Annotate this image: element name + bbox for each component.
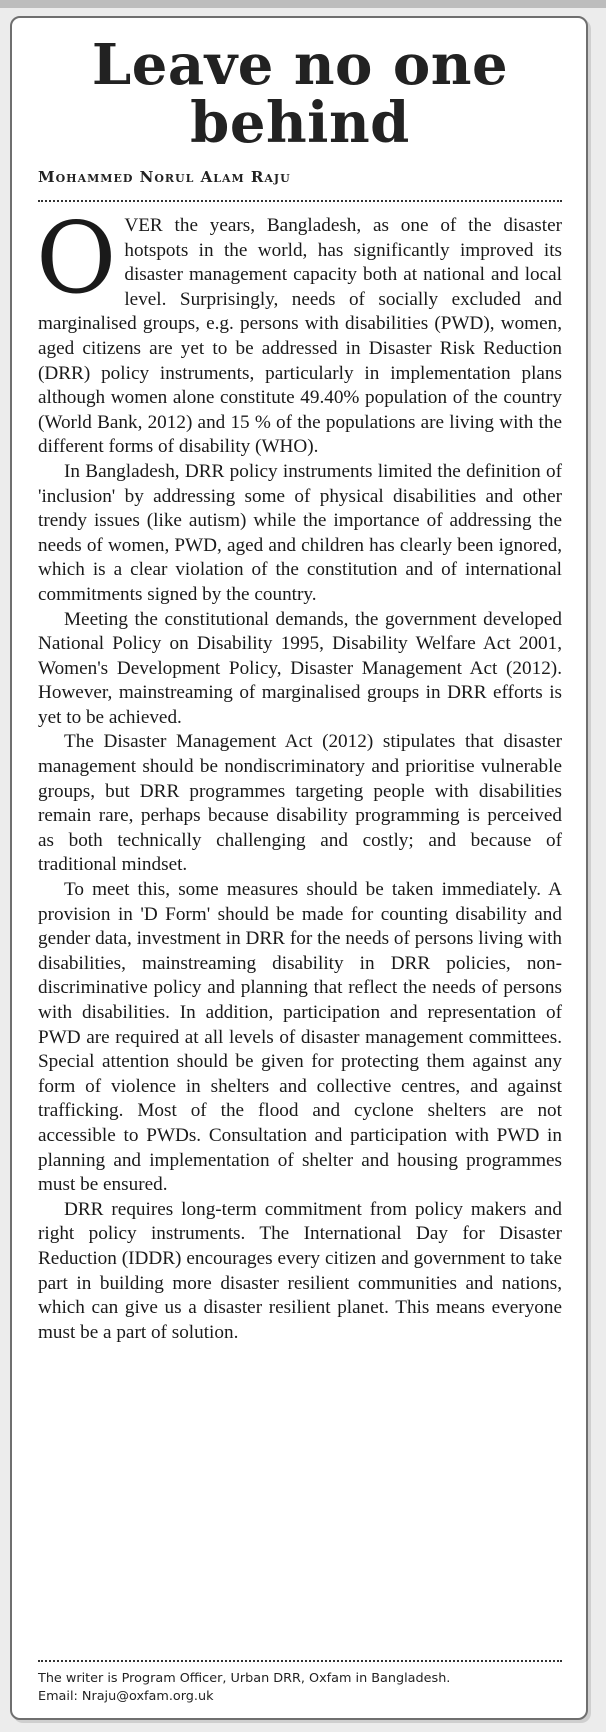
drop-cap: O — [36, 202, 117, 316]
paragraph-1-text: VER the years, Bangladesh, as one of the disaster hotspots in the world, has significantly improved its disaster management capacity both at national and local level. Surprisingly, needs of socially excluded and marginalised groups, e.g. persons with disabilities (PWD), women, aged citizens are yet to be addressed in Disaster Risk Reduction (DRR) policy instruments, particularly in implementation plans although women alone constitute 49.40% population of the country (World Bank, 2012) and 15 % of the populations are living with the different forms of disability (WHO). — [38, 215, 562, 458]
article-content — [38, 18, 562, 1718]
author-position: The writer is Program Officer, Urban DRR, Oxfam in Bangladesh. — [38, 1671, 451, 1686]
article-card — [10, 16, 588, 1720]
article-footer — [38, 1660, 562, 1706]
clipped-page-edge — [0, 0, 606, 8]
author-email: Email: Nraju@oxfam.org.uk — [38, 1689, 214, 1704]
article-body — [36, 202, 562, 1345]
paragraph-2: In Bangladesh, DRR policy instruments limited the definition of 'inclusion' by addressing some of physical disabilities and other trendy issues (like autism) while the importance of addressing the needs of women, PWD, aged and children has clearly been ignored, which is a clear violation of the constitution and of international commitments signed by the country. — [38, 460, 562, 605]
author-byline: Mohammed Norul Alam Raju — [38, 168, 291, 186]
author-note — [38, 1670, 562, 1706]
paragraph-4: The Disaster Management Act (2012) stipulates that disaster management should be nondiscriminatory and prioritise vulnerable groups, but DRR programmes targeting people with disabilities remain rare, perhaps because disability programming is perceived as both technically challenging and costly; and because of traditional mindset. — [38, 731, 562, 876]
dotted-divider-bottom — [38, 1660, 562, 1662]
paragraph-1 — [36, 202, 562, 460]
paragraph-6: DRR requires long-term commitment from policy makers and right policy instruments. The International Day for Disaster Reduction (IDDR) encourages every citizen and government to take part in building more disaster resilient communities and nations, which can give us a disaster resilient planet. This means everyone must be a part of solution. — [38, 1198, 562, 1343]
paragraph-3: Meeting the constitutional demands, the government developed National Policy on Disability 1995, Disability Welfare Act 2001, Women's Development Policy, Disaster Management Act (2012). However, mainstreaming of marginalised groups in DRR efforts is yet to be achieved. — [38, 608, 562, 728]
article-title: Leave no one behind — [91, 32, 509, 156]
dotted-divider-top — [38, 200, 562, 202]
paragraph-5: To meet this, some measures should be taken immediately. A provision in 'D Form' should be made for counting disability and gender data, investment in DRR for the needs of persons living with disabilities, mainstreaming disability in DRR policies, non-discriminative policy and planning that reflect the needs of persons with disabilities. In addition, participation and representation of PWD are required at all levels of disaster management committees. Special attention should be given for protecting them against any form of violence in shelters and collective centres, and against trafficking. Most of the flood and cyclone shelters are not accessible to PWDs. Consultation and participation with PWD in planning and implementation of shelter and housing programmes must be ensured. — [38, 879, 562, 1196]
